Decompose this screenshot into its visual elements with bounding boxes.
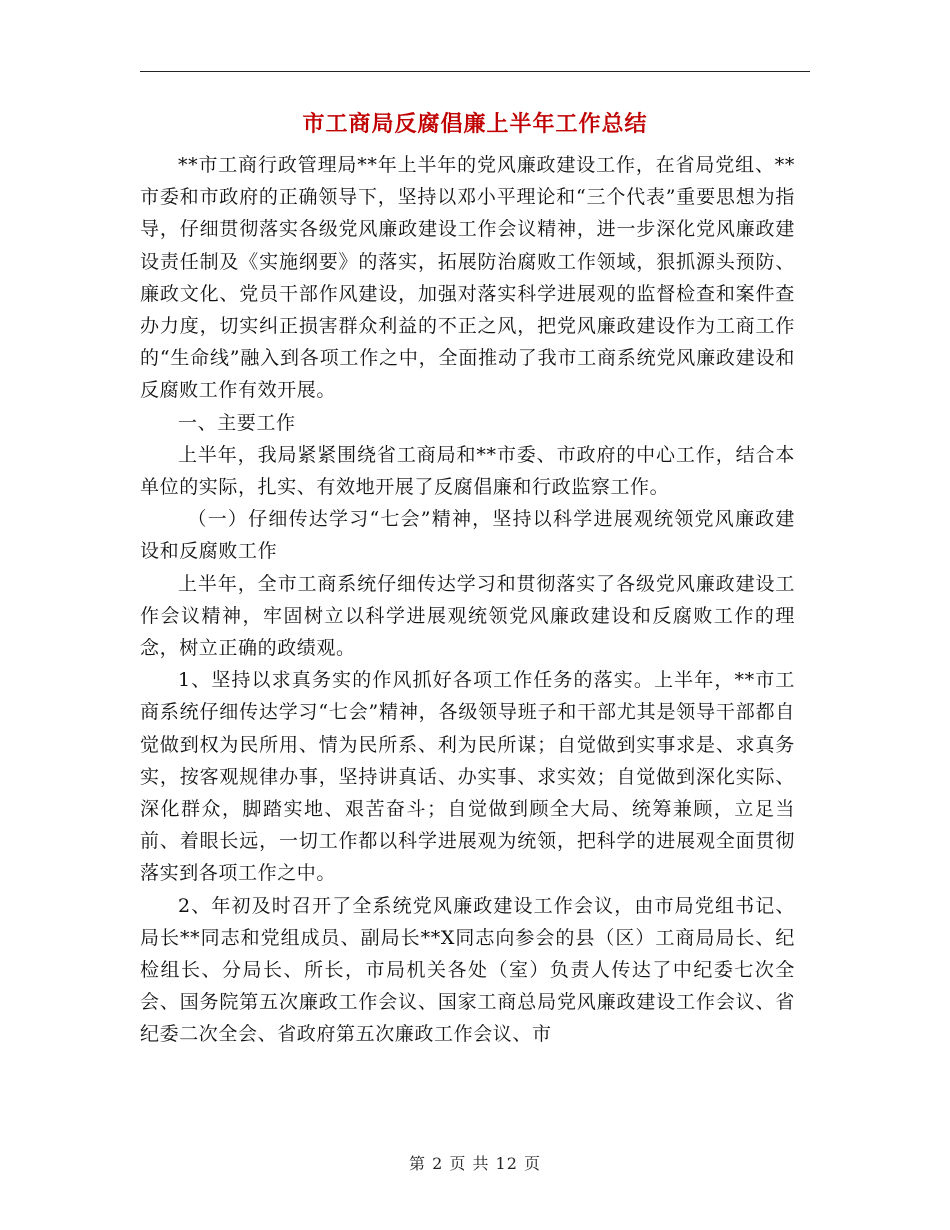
document-body [140,149,795,1051]
paragraph-overview: 上半年，我局紧紧围绕省工商局和**市委、市政府的中心工作，结合本单位的实际，扎实、有效地开展了反腐倡廉和行政监察工作。 [140,443,795,499]
header-rule [140,71,810,72]
paragraph-study: 上半年，全市工商系统仔细传达学习和贯彻落实了各级党风廉政建设工作会议精神，牢固树立以科学进展观统领党风廉政建设和反腐败工作的理念，树立正确的政绩观。 [140,572,795,660]
paragraph-intro: **市工商行政管理局**年上半年的党风廉政建设工作，在省局党组、**市委和市政府的正确领导下，坚持以邓小平理论和“三个代表”重要思想为指导，仔细贯彻落实各级党风廉政建设工作会议精神，进一步深化党风廉政建设责任制及《实施纲要》的落实，拓展防治腐败工作领域，狠抓源头预防、廉政文化、党员干部作风建设，加强对落实科学进展观的监督检查和案件查办力度，切实纠正损害群众利益的不正之风，把党风廉政建设作为工商工作的“生命线”融入到各项工作之中，全面推动了我市工商系统党风廉政建设和反腐败工作有效开展。 [140,154,795,402]
section-heading-main-work: 一、主要工作 [178,411,296,434]
paragraph-item-1: 1、坚持以求真务实的作风抓好各项工作任务的落实。上半年，**市工商系统仔细传达学习“七会”精神，各级领导班子和干部尤其是领导干部都自觉做到权为民所用、情为民所系、利为民所谋；自觉做到实事求是、求真务实，按客观规律办事，坚持讲真话、办实事、求实效；自觉做到深化实际、深化群众，脚踏实地、艰苦奋斗；自觉做到顾全大局、统筹兼顾，立足当前、着眼长远，一切工作都以科学进展观为统领，把科学的进展观全面贯彻落实到各项工作之中。 [140,669,795,885]
document-title: 市工商局反腐倡廉上半年工作总结 [302,112,648,137]
page-number: 第 2 页 共 12 页 [409,1154,541,1173]
subsection-heading-1: （一）仔细传达学习“七会”精神，坚持以科学进展观统领党风廉政建设和反腐败工作 [140,508,795,563]
paragraph-item-2: 2、年初及时召开了全系统党风廉政建设工作会议，由市局党组书记、局长**同志和党组成员、副局长**X同志向参会的县（区）工商局局长、纪检组长、分局长、所长，市局机关各处（室）负责人传达了中纪委七次全会、国务院第五次廉政工作会议、国家工商总局党风廉政建设工作会议、省纪委二次全会、省政府第五次廉政工作会议、市 [140,894,795,1046]
